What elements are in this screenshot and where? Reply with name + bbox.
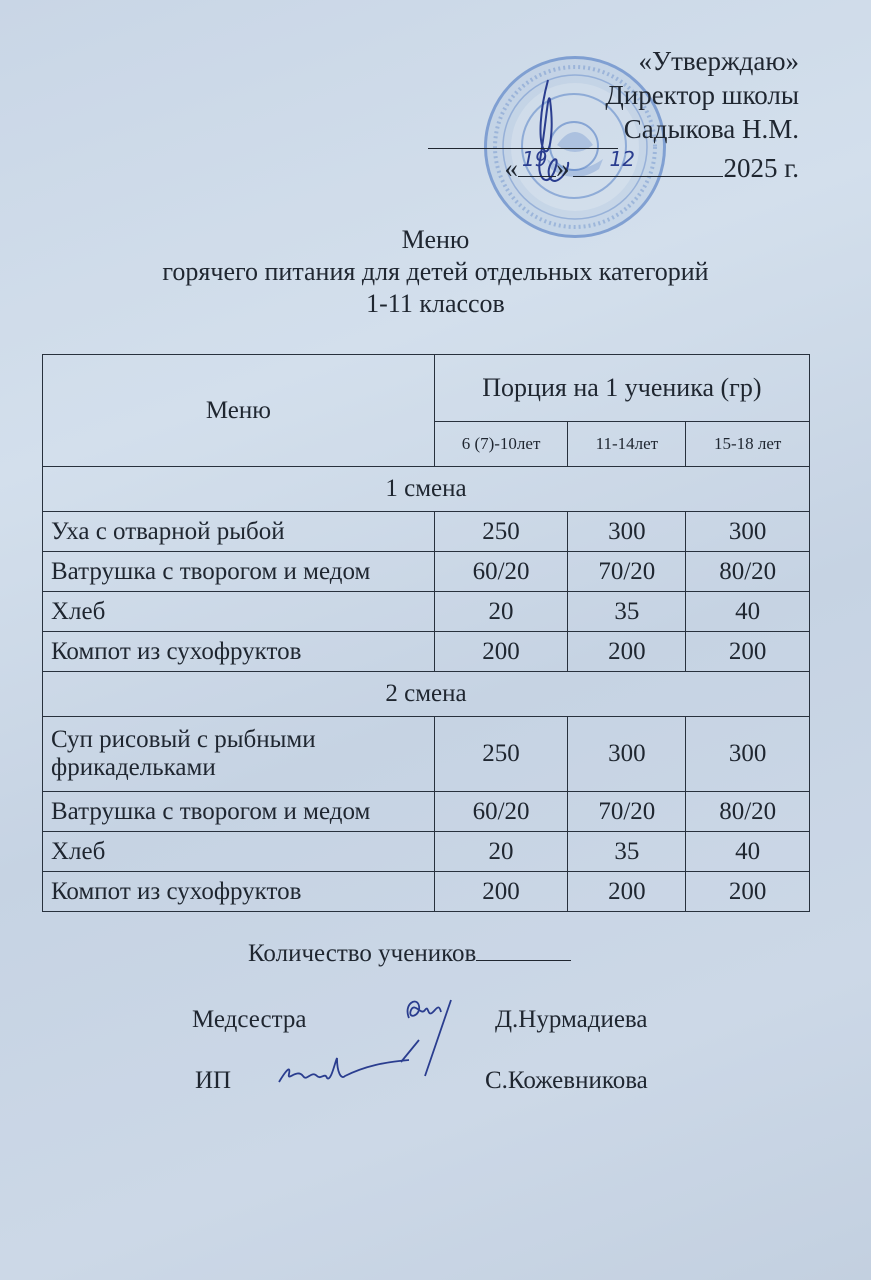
table-row: [43, 832, 810, 872]
portion-value: 200: [568, 632, 686, 672]
menu-table: [42, 354, 810, 912]
dish-name: Хлеб: [43, 592, 435, 632]
portion-value: 60/20: [434, 552, 568, 592]
student-count-label: Количество учеников: [248, 940, 477, 967]
dish-name: Компот из сухофруктов: [43, 632, 435, 672]
portion-value: 60/20: [434, 792, 568, 832]
ip-signature: [275, 1052, 415, 1092]
table-row: [43, 717, 810, 792]
portion-value: 20: [434, 832, 568, 872]
dish-name: Ватрушка с творогом и медом: [43, 552, 435, 592]
approver-name: Садыкова Н.М.: [623, 114, 799, 144]
table-row: [43, 552, 810, 592]
title-line-2: горячего питания для детей отдельных категорий: [162, 257, 709, 286]
table-row: [43, 872, 810, 912]
shift-label: 2 смена: [43, 672, 810, 717]
portion-value: 200: [434, 872, 568, 912]
portion-value: 300: [568, 512, 686, 552]
age-group-1: 6 (7)-10лет: [434, 422, 568, 467]
ip-label: ИП: [195, 1067, 232, 1094]
portion-value: 200: [686, 872, 810, 912]
nurse-name: Д.Нурмадиева: [495, 1006, 648, 1033]
header-menu: Меню: [43, 355, 435, 467]
date-quote-close: »: [555, 153, 570, 183]
student-count-blank: [476, 938, 571, 961]
date-month: 12: [609, 147, 635, 171]
table-row: [43, 632, 810, 672]
age-group-2: 11-14лет: [568, 422, 686, 467]
portion-value: 40: [686, 592, 810, 632]
nurse-label: Медсестра: [192, 1006, 307, 1033]
date-day-field: [518, 147, 556, 177]
title-line-3: 1-11 классов: [366, 289, 505, 318]
portion-value: 250: [434, 512, 568, 552]
ip-name: С.Кожевникова: [485, 1067, 648, 1094]
shift-row-2: [43, 672, 810, 717]
portion-value: 70/20: [568, 552, 686, 592]
portion-value: 250: [434, 717, 568, 792]
shift-row-1: [43, 467, 810, 512]
date-day: 19: [521, 147, 548, 171]
portion-value: 300: [686, 717, 810, 792]
approval-block: [605, 44, 799, 146]
age-group-3: 15-18 лет: [686, 422, 810, 467]
portion-value: 80/20: [686, 792, 810, 832]
portion-value: 20: [434, 592, 568, 632]
portion-value: 300: [568, 717, 686, 792]
portion-value: 200: [568, 872, 686, 912]
portion-value: 70/20: [568, 792, 686, 832]
approval-heading: «Утверждаю»: [638, 46, 799, 76]
document-title: [0, 224, 871, 320]
portion-value: 300: [686, 512, 810, 552]
date-quote-open: «: [504, 153, 518, 183]
portion-value: 35: [568, 592, 686, 632]
date-year: 2025 г.: [723, 153, 799, 183]
portion-value: 40: [686, 832, 810, 872]
approver-position: Директор школы: [605, 80, 799, 110]
student-count: [248, 938, 571, 968]
date-month-field: [573, 147, 723, 177]
title-line-1: Меню: [401, 225, 470, 254]
table-row: [43, 512, 810, 552]
header-portion: Порция на 1 ученика (гр): [434, 355, 809, 422]
dish-name: Компот из сухофруктов: [43, 872, 435, 912]
table-row: [43, 792, 810, 832]
approval-date: [504, 147, 799, 185]
portion-value: 35: [568, 832, 686, 872]
dish-name: Ватрушка с творогом и медом: [43, 792, 435, 832]
portion-value: 200: [686, 632, 810, 672]
table-header-row: [43, 355, 810, 422]
shift-label: 1 смена: [43, 467, 810, 512]
portion-value: 200: [434, 632, 568, 672]
table-row: [43, 592, 810, 632]
dish-name: Хлеб: [43, 832, 435, 872]
dish-name: Уха с отварной рыбой: [43, 512, 435, 552]
portion-value: 80/20: [686, 552, 810, 592]
dish-name: Суп рисовый с рыбными фрикадельками: [43, 717, 435, 792]
